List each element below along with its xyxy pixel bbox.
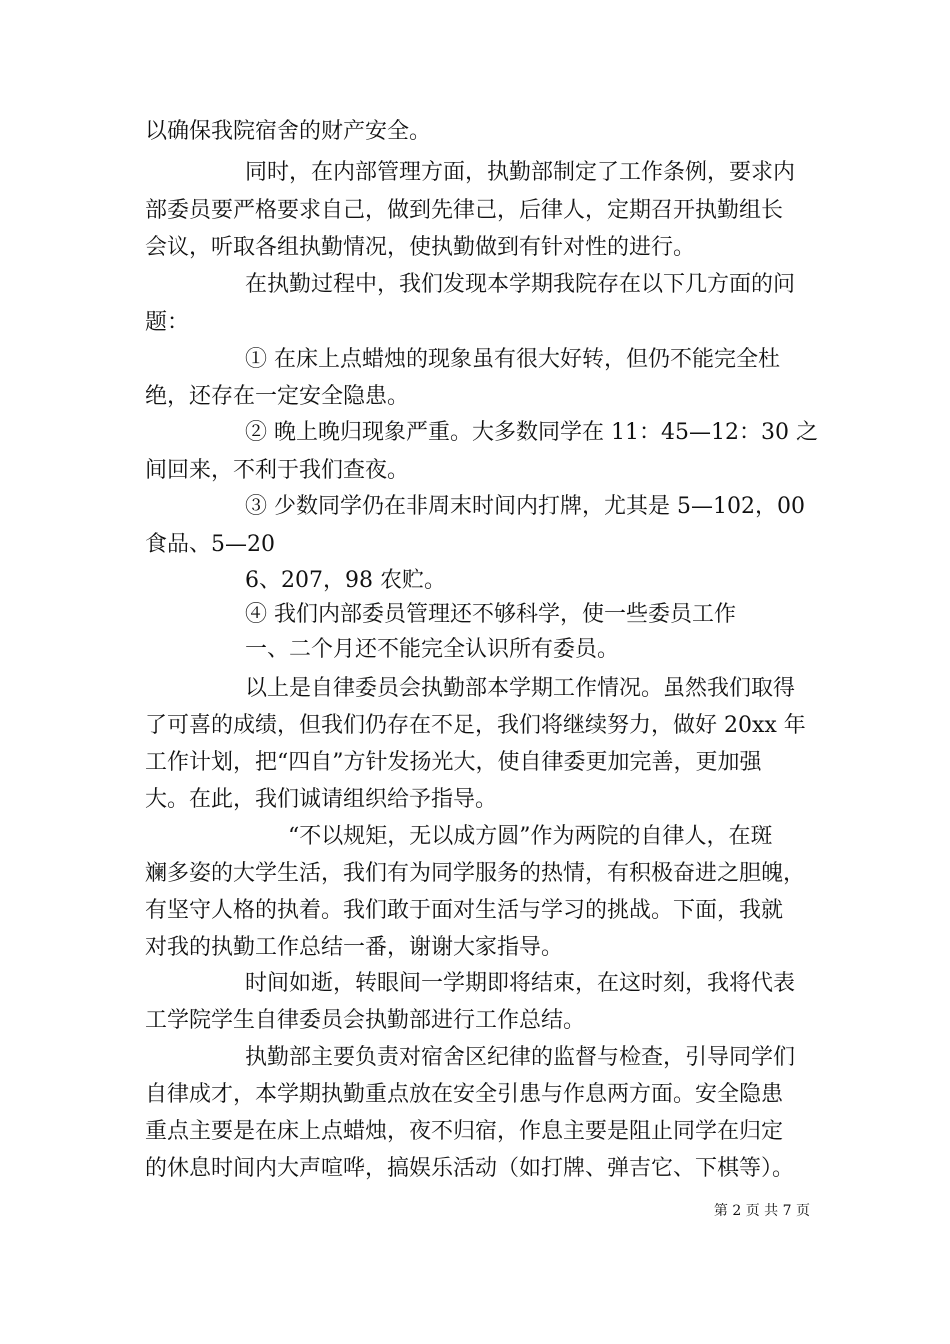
text-line: 的休息时间内大声喧哗，搞娱乐活动（如打牌、弹吉它、下棋等）。 [145,1156,795,1181]
text-line: 对我的执勤工作总结一番，谢谢大家指导。 [145,935,564,960]
text-line: 绝，还存在一定安全隐患。 [145,384,410,409]
text-line: ③ 少数同学仍在非周末时间内打牌，尤其是 5—102，00 [245,494,805,519]
text-line: 大。在此，我们诚请组织给予指导。 [145,787,498,812]
page-number: 第 2 页 共 7 页 [713,1203,810,1219]
text-line: 工作计划，把“四自”方针发扬光大，使自律委更加完善，更加强 [145,750,762,775]
text-line: 部委员要严格要求自己，做到先律己，后律人，定期召开执勤组长 [145,198,784,223]
text-line: 有坚守人格的执着。我们敢于面对生活与学习的挑战。下面，我就 [145,898,784,923]
text-line: 执勤部主要负责对宿舍区纪律的监督与检查，引导同学们 [245,1045,796,1070]
text-line: 题： [145,310,190,335]
text-line: 了可喜的成绩，但我们仍存在不足，我们将继续努力，做好 20xx 年 [145,713,806,738]
text-line: 时间如逝，转眼间一学期即将结束，在这时刻，我将代表 [245,971,796,996]
text-line: 一、二个月还不能完全认识所有委员。 [245,637,620,662]
text-line: 以上是自律委员会执勤部本学期工作情况。虽然我们取得 [245,676,796,701]
text-line: 自律成才，本学期执勤重点放在安全引患与作息两方面。安全隐患 [145,1082,784,1107]
text-line: 工学院学生自律委员会执勤部进行工作总结。 [145,1008,586,1033]
text-line: 同时，在内部管理方面，执勤部制定了工作条例，要求内 [245,160,796,185]
text-line: 会议，听取各组执勤情况，使执勤做到有针对性的进行。 [145,235,696,260]
text-line: “不以规矩，无以成方圆”作为两院的自律人，在斑 [288,824,773,849]
text-line: 食品、5—20 [145,532,275,557]
text-line: 6、207，98 农贮。 [245,568,446,593]
text-line: 重点主要是在床上点蜡烛，夜不归宿，作息主要是阻止同学在归定 [145,1119,784,1144]
text-line: 以确保我院宿舍的财产安全。 [145,119,432,144]
text-line: ① 在床上点蜡烛的现象虽有很大好转，但仍不能完全杜 [245,347,780,372]
text-line: 间回来，不利于我们查夜。 [145,458,410,483]
text-line: 在执勤过程中，我们发现本学期我院存在以下几方面的问 [245,272,796,297]
text-line: ④ 我们内部委员管理还不够科学，使一些委员工作 [245,602,736,627]
text-line: ② 晚上晚归现象严重。大多数同学在 11：45—12：30 之 [245,420,818,445]
text-line: 斓多姿的大学生活，我们有为同学服务的热情，有积极奋进之胆魄， [145,861,806,886]
